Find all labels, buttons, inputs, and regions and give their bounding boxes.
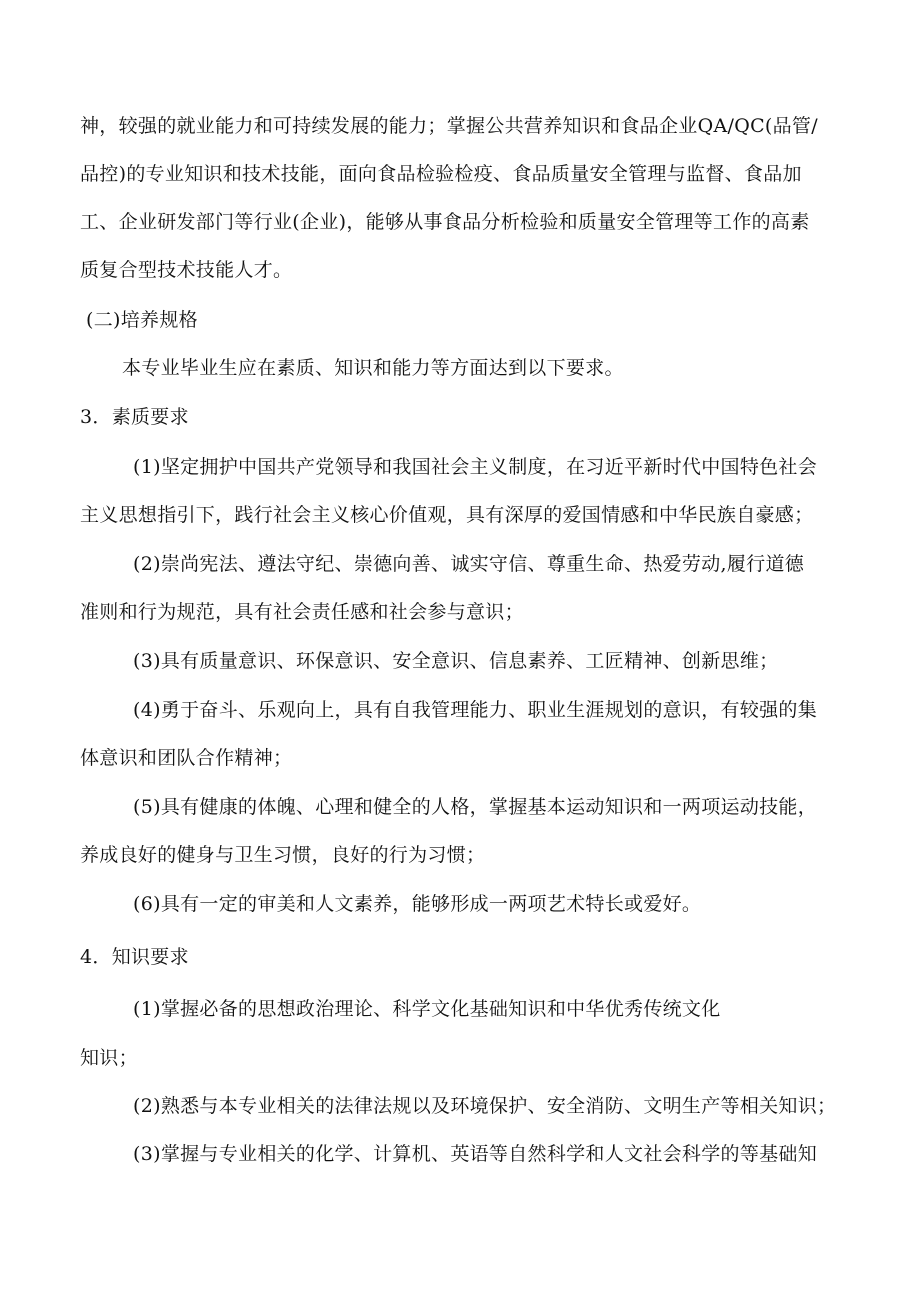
knowledge-item-3: (3)掌握与专业相关的化学、计算机、英语等自然科学和人文社会科学的等基础知 bbox=[133, 1143, 818, 1165]
quality-item-4-line-1: (4)勇于奋斗、乐观向上，具有自我管理能力、职业生涯规划的意识，有较强的集 bbox=[133, 699, 818, 721]
knowledge-item-1-line-1: (1)掌握必备的思想政治理论、科学文化基础知识和中华优秀传统文化 bbox=[133, 998, 721, 1020]
quality-item-1-line-2: 主义思想指引下，践行社会主义核心价值观，具有深厚的爱国情感和中华民族自豪感； bbox=[80, 504, 814, 526]
section-intro: 本专业毕业生应在素质、知识和能力等方面达到以下要求。 bbox=[122, 357, 624, 379]
intro-line-2: 品控)的专业知识和技术技能，面向食品检验检疫、食品质量安全管理与监督、食品加 bbox=[80, 163, 802, 185]
intro-line-3: 工、企业研发部门等行业(企业)，能够从事食品分析检验和质量安全管理等工作的高素 bbox=[80, 211, 810, 233]
knowledge-item-2: (2)熟悉与本专业相关的法律法规以及环境保护、安全消防、文明生产等相关知识； bbox=[133, 1095, 837, 1117]
intro-line-4: 质复合型技术技能人才。 bbox=[80, 259, 293, 281]
knowledge-item-1-line-2: 知识； bbox=[80, 1047, 138, 1069]
intro-line-1: 神，较强的就业能力和可持续发展的能力；掌握公共营养知识和食品企业QA/QC(品管/ bbox=[80, 115, 818, 137]
quality-item-5-line-2: 养成良好的健身与卫生习惯，良好的行为习惯； bbox=[80, 844, 486, 866]
quality-heading: 3．素质要求 bbox=[80, 406, 189, 428]
quality-item-2-line-1: (2)崇尚宪法、遵法守纪、崇德向善、诚实守信、尊重生命、热爱劳动,履行道德 bbox=[133, 553, 805, 575]
section-heading: (二)培养规格 bbox=[86, 309, 198, 331]
knowledge-heading: 4．知识要求 bbox=[80, 946, 189, 968]
quality-item-5-line-1: (5)具有健康的体魄、心理和健全的人格，掌握基本运动知识和一两项运动技能， bbox=[133, 796, 818, 818]
quality-item-2-line-2: 准则和行为规范，具有社会责任感和社会参与意识； bbox=[80, 601, 524, 623]
quality-item-3: (3)具有质量意识、环保意识、安全意识、信息素养、工匠精神、创新思维； bbox=[133, 650, 779, 672]
quality-item-1-line-1: (1)坚定拥护中国共产党领导和我国社会主义制度，在习近平新时代中国特色社会 bbox=[133, 456, 818, 478]
quality-item-4-line-2: 体意识和团队合作精神； bbox=[80, 747, 293, 769]
quality-item-6: (6)具有一定的审美和人文素养，能够形成一两项艺术特长或爱好。 bbox=[133, 893, 702, 915]
